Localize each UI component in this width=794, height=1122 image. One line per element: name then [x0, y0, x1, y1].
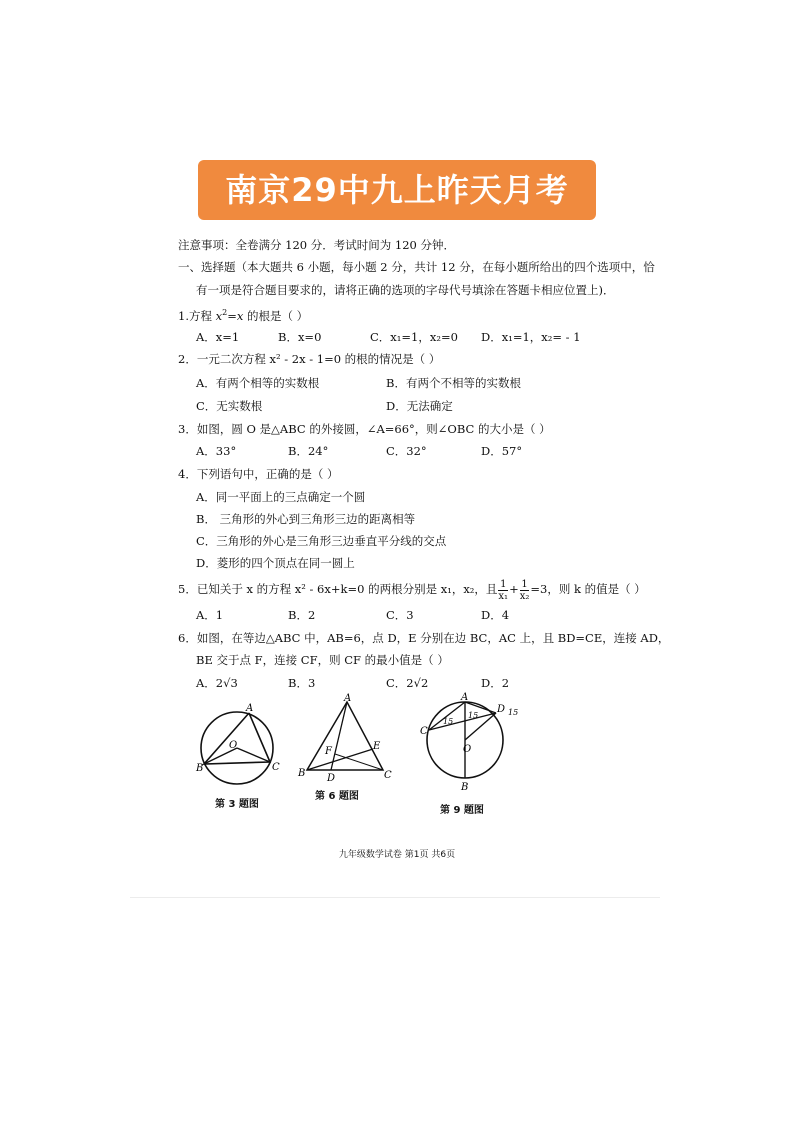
figure-3-caption: 第 3 题图: [215, 799, 259, 810]
q4-option-a: A．同一平面上的三点确定一个圆: [196, 490, 366, 504]
q1-stem-pre: 1.方程: [178, 308, 216, 323]
question-2-stem: 2．一元二次方程 x² - 2x - 1=0 的根的情况是（ ）: [178, 352, 441, 366]
fig9-angle-15-c: 15: [508, 708, 519, 717]
frac1-numerator: 1: [500, 578, 507, 590]
fig3-label-a: A: [246, 703, 254, 714]
fig9-angle-15-b: 15: [468, 711, 479, 720]
q4-option-c: C．三角形的外心是三角形三边垂直平分线的交点: [196, 534, 447, 548]
question-6-line2: BE 交于点 F，连接 CF，则 CF 的最小值是（ ）: [196, 653, 449, 667]
fig6-label-f: F: [325, 746, 332, 757]
fig6-label-e: E: [373, 741, 381, 752]
q5-stem-post: =3，则 k 的值是（ ）: [530, 582, 646, 596]
fig9-angle-15-a: 15: [443, 717, 454, 726]
page-footer: 九年级数学试卷 第1页 共6页: [338, 850, 456, 860]
q2-option-d: D．无法确定: [386, 399, 453, 413]
q6-option-c: C．2√2: [386, 676, 429, 690]
notice-text: 注意事项：全卷满分 120 分．考试时间为 120 分钟．: [178, 238, 456, 252]
frac1-denominator: x₁: [498, 590, 509, 602]
figure-9-caption: 第 9 题图: [440, 805, 484, 816]
q6-option-b: B．3: [288, 676, 316, 690]
figure-3-circle-triangle: [195, 700, 285, 790]
fig6-label-b: B: [298, 768, 306, 779]
q5-fraction-1: [498, 579, 508, 602]
fig6-label-c: C: [384, 770, 392, 781]
fig6-label-a: A: [344, 693, 352, 704]
figure-9-circle-chords: [418, 690, 528, 800]
question-1-stem: 1.方程 $x^2=x$ 的根是（ ）: [178, 308, 309, 323]
section-header-line2: 有一项是符合题目要求的，请将正确的选项的字母代号填涂在答题卡相应位置上)．: [196, 283, 615, 297]
q3-option-b: B．24°: [288, 444, 329, 458]
q5-fraction-2: [520, 579, 530, 602]
q2-option-c: C．无实数根: [196, 399, 263, 413]
q5-option-b: B．2: [288, 608, 316, 622]
q5-option-d: D．4: [481, 608, 510, 622]
frac2-denominator: x₂: [519, 590, 530, 602]
page-divider: [130, 897, 660, 898]
fig9-label-a: A: [461, 692, 469, 703]
q1-stem-post: 的根是（ ）: [247, 308, 309, 323]
fig9-label-c: C: [420, 726, 428, 737]
figure-6-caption: 第 6 题图: [315, 791, 359, 802]
frac2-numerator: 1: [521, 578, 528, 590]
q3-option-c: C．32°: [386, 444, 427, 458]
q3-option-a: A．33°: [196, 444, 237, 458]
fig3-label-b: B: [196, 763, 204, 774]
section-header-line1: 一、选择题（本大题共 6 小题，每小题 2 分，共计 12 分，在每小题所给出的四个选项中，恰: [178, 260, 655, 274]
question-5-stem: [178, 576, 646, 602]
q6-option-d: D．2: [481, 676, 510, 690]
fig3-label-o: O: [229, 740, 238, 751]
q4-option-d: D．菱形的四个顶点在同一圆上: [196, 556, 355, 570]
title-banner: 南京29中九上昨天月考: [198, 160, 596, 220]
fig9-label-d: D: [497, 704, 506, 715]
question-6-line1: 6．如图，在等边△ABC 中，AB=6，点 D，E 分别在边 BC，AC 上，且 BD=CE，连接 AD，: [178, 631, 670, 645]
fig9-label-o: O: [463, 744, 472, 755]
fig3-label-c: C: [272, 762, 280, 773]
fig6-label-d: D: [327, 773, 336, 784]
q5-plus: +: [509, 582, 519, 596]
q5-option-c: C．3: [386, 608, 414, 622]
q1-option-c: C．x₁=1，x₂=0: [370, 330, 458, 344]
q6-option-a: A．2√3: [196, 676, 238, 690]
q2-option-a: A．有两个相等的实数根: [196, 376, 320, 390]
q3-option-d: D．57°: [481, 444, 523, 458]
q1-option-d: D．x₁=1，x₂= - 1: [481, 330, 581, 344]
q2-option-b: B．有两个不相等的实数根: [386, 376, 521, 390]
q1-option-b: B．x=0: [278, 330, 322, 344]
q1-option-a: A．x=1: [196, 330, 240, 344]
fig9-label-b: B: [461, 782, 469, 793]
question-4-stem: 4．下列语句中，正确的是（ ）: [178, 467, 339, 481]
q5-stem-pre: 5．已知关于 x 的方程 x² - 6x+k=0 的两根分别是 x₁，x₂，且: [178, 582, 498, 596]
q4-option-b: B． 三角形的外心到三角形三边的距离相等: [196, 512, 416, 526]
q5-option-a: A．1: [196, 608, 224, 622]
question-3-stem: 3．如图，圆 O 是△ABC 的外接圆，∠A=66°，则∠OBC 的大小是（ ）: [178, 422, 551, 436]
figure-6-equilateral-triangle: [295, 692, 395, 787]
